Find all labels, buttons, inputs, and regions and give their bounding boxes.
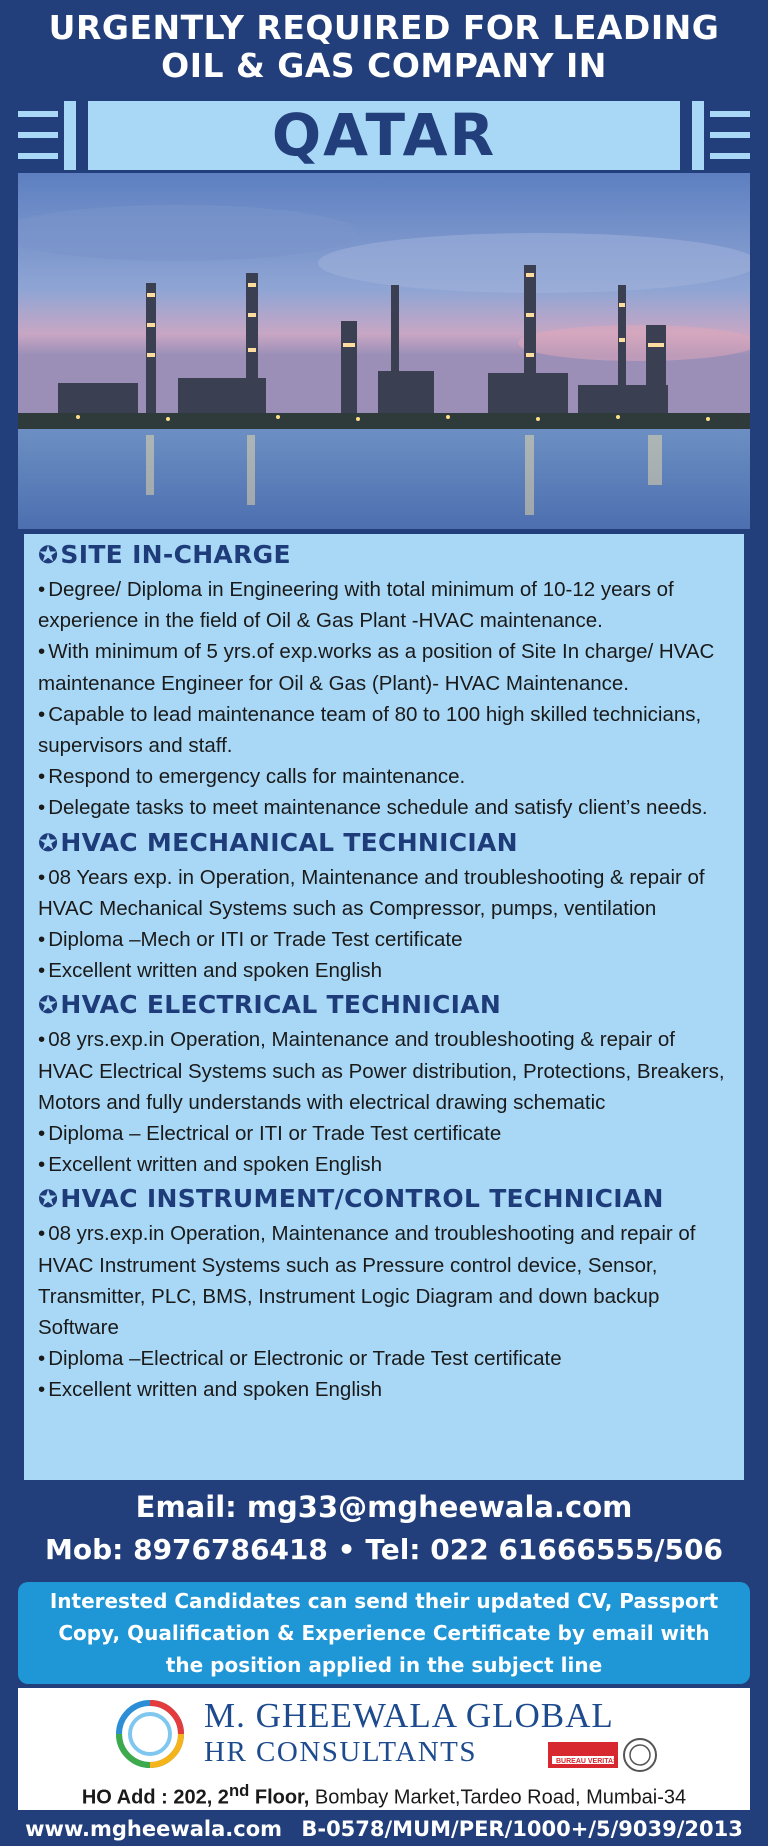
bullet-icon: • (38, 928, 46, 952)
list-item: • Diploma – Electrical or ITI or Trade Test certificate (38, 1122, 502, 1146)
star-icon: ✪ (38, 541, 59, 569)
certification-badge-icon (548, 1736, 660, 1774)
email-link[interactable]: Email: mg33@mgheewala.com (135, 1490, 633, 1524)
cert-label: BUREAU VERITAS (556, 1758, 618, 1765)
bullet-icon: • (38, 865, 46, 889)
country-label: QATAR (271, 101, 497, 169)
bullet-icon: • (38, 1028, 46, 1052)
contact-block (0, 1480, 768, 1580)
company-logo-icon (114, 1698, 186, 1770)
section-title: SITE IN-CHARGE (60, 540, 291, 569)
bullet-icon: • (38, 1222, 46, 1246)
list-item: • Delegate tasks to meet maintenance schedule and satisfy client’s needs. (38, 796, 708, 820)
bullet-icon: • (38, 578, 46, 601)
company-footer (18, 1688, 750, 1810)
license-number: B-0578/MUM/PER/1000+/5/9039/2013 (301, 1817, 743, 1841)
bullet-icon: • (38, 1378, 46, 1402)
bullet-icon: • (38, 1347, 46, 1371)
phone-numbers (0, 1530, 768, 1570)
headline-line-2: OIL & GAS COMPANY IN (161, 46, 607, 85)
company-name: M. GHEEWALA GLOBAL (204, 1696, 614, 1735)
separator-dot: • (337, 1533, 356, 1566)
list-item: • 08 yrs.exp.in Operation, Maintenance and troubleshooting & repair of HVAC Electrical Systems such as Power distribution, Protections, Breakers, Motors and fully understands with electrical drawing schematic (38, 1028, 725, 1114)
list-item: • Respond to emergency calls for maintenance. (38, 765, 466, 789)
star-icon: ✪ (38, 991, 59, 1020)
mobile-number[interactable]: Mob: 8976786418 (45, 1533, 328, 1566)
list-item: • Excellent written and spoken English (38, 1378, 383, 1402)
section-site-in-charge (38, 536, 736, 824)
bullet-icon: • (38, 796, 46, 820)
section-title: HVAC INSTRUMENT/CONTROL TECHNICIAN (60, 1184, 664, 1214)
bullet-icon: • (38, 640, 46, 664)
left-bracket-ornament (18, 101, 78, 170)
bullet-icon: • (38, 702, 46, 726)
list-item: • Excellent written and spoken English (38, 959, 383, 983)
ad-header (0, 0, 768, 100)
headline-line-1: URGENTLY REQUIRED FOR LEADING (48, 8, 720, 47)
star-icon: ✪ (38, 1185, 59, 1214)
note-line-3: the position applied in the subject line (165, 1653, 603, 1677)
list-item: • With minimum of 5 yrs.of exp.works as a position of Site In charge/ HVAC maintenance Engineer for Oil & Gas (Plant)- HVAC Maintenance. (38, 640, 715, 695)
list-item: • Diploma –Mech or ITI or Trade Test certificate (38, 928, 463, 952)
list-item: • Diploma –Electrical or Electronic or Trade Test certificate (38, 1347, 562, 1371)
note-line-2: Copy, Qualification & Experience Certificate by email with (58, 1621, 710, 1645)
country-banner (88, 101, 680, 170)
bullet-icon: • (38, 1153, 46, 1177)
list-item: • 08 yrs.exp.in Operation, Maintenance and troubleshooting and repair of HVAC Instrument Systems such as Pressure control device, Sensor, Transmitter, PLC, BMS, Instrument Logic Diagram and down backup Software (38, 1222, 696, 1340)
bullet-icon: • (38, 1122, 46, 1146)
section-hvac-mechanical-technician (38, 824, 736, 987)
section-title: HVAC MECHANICAL TECHNICIAN (60, 827, 518, 857)
website-link[interactable]: www.mgheewala.com (25, 1817, 283, 1841)
list-item: • Excellent written and spoken English (38, 1153, 383, 1177)
right-bracket-ornament (690, 101, 750, 170)
footer-bar (0, 1812, 768, 1846)
refinery-photo (18, 173, 750, 529)
telephone-number[interactable]: Tel: 022 61666555/506 (365, 1533, 723, 1566)
list-item: • 08 Years exp. in Operation, Maintenance and troubleshooting & repair of HVAC Mechanical Systems such as Compressor, pumps, ventilation (38, 865, 705, 920)
section-hvac-electrical-technician (38, 986, 736, 1180)
bullet-icon: • (38, 959, 46, 983)
application-note (18, 1582, 750, 1684)
star-icon: ✪ (38, 828, 59, 857)
section-hvac-instrument-control-technician (38, 1180, 736, 1405)
list-item: • Capable to lead maintenance team of 80 to 100 high skilled technicians, supervisors and staff. (38, 702, 702, 758)
head-office-address: HO Add : 202, 2nd Floor, Bombay Market,Tardeo Road, Mumbai-34 (81, 1781, 687, 1809)
company-subtitle: HR CONSULTANTS (204, 1736, 478, 1768)
note-line-1: Interested Candidates can send their updated CV, Passport (49, 1589, 719, 1613)
job-listings-panel (18, 534, 750, 1480)
bullet-icon: • (38, 765, 46, 789)
list-item: • Degree/ Diploma in Engineering with total minimum of 10-12 years of experience in the field of Oil & Gas Plant -HVAC maintenance. (38, 578, 674, 633)
section-title: HVAC ELECTRICAL TECHNICIAN (60, 990, 502, 1020)
